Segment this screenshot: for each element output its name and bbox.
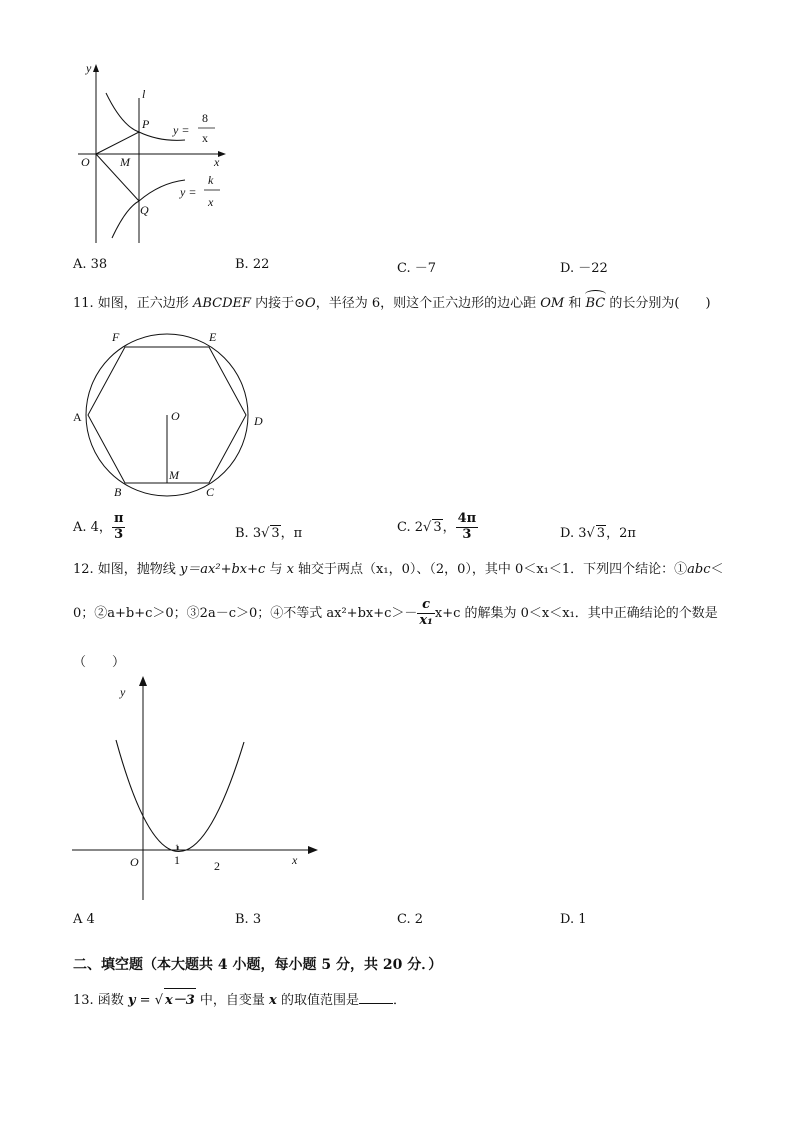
- q12-line1-eq: y＝ax²+bx+c: [179, 562, 266, 577]
- q12-stem-line1: [73, 558, 724, 577]
- q10-formula1-den: x: [202, 131, 208, 145]
- q12-line1-x: x: [286, 562, 294, 577]
- q10-formula2-num: k: [208, 173, 214, 187]
- q13-y: y: [127, 993, 136, 1008]
- q13-suffix-a: 中，自变量: [195, 993, 270, 1008]
- q12-line1-a: 12. 如图，抛物线: [73, 562, 180, 577]
- q10-option-c[interactable]: C. －7: [397, 261, 437, 276]
- q10-segment-op: [96, 132, 139, 154]
- q12-line2-a: 0；②a+b+c＞0；③2a－c＞0；④不等式 ax²+bx+c＞－: [73, 605, 418, 621]
- q13-radicand: x－3: [164, 988, 196, 1008]
- q10-label-m: M: [120, 155, 130, 169]
- q12-answer-blank: （ ）: [73, 655, 126, 670]
- q10-label-q: Q: [140, 203, 149, 217]
- q12-line1-d: ＜: [710, 562, 724, 577]
- q11-om: OM: [540, 296, 565, 311]
- q11-option-a[interactable]: [73, 512, 125, 543]
- q11-option-d-rad: 3: [596, 526, 606, 541]
- q10-y-arrow: [93, 64, 99, 72]
- q11-circle-o: O: [305, 296, 316, 311]
- q10-formula1-num: 8: [202, 111, 208, 125]
- q13-stem: 13. 函数 y = √ x－3 中，自变量 x 的取值范围是 ．: [73, 988, 406, 1008]
- q12-line2-den: x₁: [419, 612, 433, 628]
- q12-label-x: x: [292, 853, 298, 867]
- q11-option-b-pre: B. 3: [235, 526, 262, 541]
- q11-stem-d: 和: [564, 296, 586, 311]
- q11-hex-name: ABCDEF: [192, 296, 252, 311]
- q10-label-o: O: [81, 155, 90, 169]
- section2-title: 二、填空题（本大题共 4 小题，每小题 5 分，共 20 分．）: [73, 957, 443, 973]
- q11-option-c[interactable]: C. 2√ 3， $\frac{4\pi}{3}$: [397, 511, 477, 542]
- q11-label-m: M: [169, 468, 179, 482]
- q11-arc-bc: BC: [585, 296, 606, 311]
- q11-option-c-mid: ，: [442, 519, 456, 535]
- q11-option-d[interactable]: D. 3√ 3，2π: [560, 526, 636, 541]
- q11-label-b: B: [114, 485, 122, 499]
- q10-option-b[interactable]: B. 22: [235, 257, 270, 272]
- q11-hexagon-figure: [68, 325, 278, 505]
- q12-label-tick: 1: [175, 843, 179, 852]
- q12-y-arrow: [139, 676, 147, 686]
- q12-option-a[interactable]: A 4: [73, 912, 95, 927]
- q11-stem: [73, 292, 711, 311]
- q11-option-a-pre: A. 4，: [73, 519, 112, 535]
- q11-option-b-post: ，π: [280, 526, 303, 541]
- q13-end: ．: [392, 993, 406, 1008]
- q12-line1-b: 与: [265, 562, 287, 577]
- q10-formula1-lhs: y =: [173, 123, 190, 137]
- q11-stem-b: 内接于⊙: [251, 296, 306, 311]
- q12-line2-frac: [417, 598, 434, 629]
- q11-option-c-den: 3: [462, 526, 472, 542]
- q11-label-a: A: [73, 410, 82, 424]
- q11-option-c-rad: 3: [433, 519, 442, 535]
- q12-line2-num: c: [417, 598, 434, 614]
- q11-stem-c: ，半径为 6，则这个正六边形的边心距: [315, 296, 541, 311]
- q12-line1-abc: abc: [687, 562, 711, 577]
- q10-label-l: l: [142, 87, 146, 101]
- q11-stem-e: 的长分别为( ): [605, 296, 711, 311]
- q13-suffix-b: 的取值范围是: [276, 993, 359, 1008]
- q11-label-f: F: [112, 330, 120, 344]
- q10-label-p: P: [142, 117, 150, 131]
- q10-graph: [60, 58, 240, 248]
- q11-label-e: E: [209, 330, 217, 344]
- q12-label-y: y: [120, 685, 126, 699]
- q10-option-d[interactable]: D. －22: [560, 261, 608, 276]
- q10-formula2-den: x: [208, 195, 214, 209]
- q11-option-d-post: ，2π: [606, 526, 636, 541]
- q11-option-c-num: 4π: [457, 511, 477, 526]
- q12-label-o: O: [130, 855, 139, 869]
- q11-option-b-rad: 3: [271, 526, 280, 541]
- q13-prefix: 13. 函数: [73, 993, 128, 1008]
- q12-option-d[interactable]: D. 1: [560, 912, 587, 927]
- q10-segment-oq: [96, 154, 139, 201]
- q10-formula2-lhs: y =: [180, 185, 197, 199]
- q12-parabola-graph: [68, 672, 328, 904]
- q11-label-d: D: [254, 414, 263, 428]
- q11-option-a-den: 3: [114, 526, 124, 542]
- q11-option-a-num: π: [113, 511, 124, 526]
- q12-x-arrow: [308, 846, 318, 854]
- q12-label-1: 1: [174, 853, 180, 867]
- q11-label-o: O: [171, 409, 180, 423]
- q10-label-x: x: [214, 155, 220, 169]
- q12-label-2: 2: [214, 859, 220, 873]
- q13-eq: =: [135, 993, 155, 1008]
- q10-label-y: y: [86, 61, 92, 75]
- q10-option-a[interactable]: A. 38: [73, 257, 108, 272]
- q11-option-a-frac: [112, 512, 126, 543]
- q12-line2-b: x+c 的解集为 0＜x＜x₁．其中正确结论的个数是: [434, 605, 718, 621]
- q13-answer-blank[interactable]: [359, 1003, 393, 1004]
- q11-option-d-pre: D. 3: [560, 526, 587, 541]
- q11-option-c-pre: C. 2: [397, 519, 424, 535]
- q11-label-c: C: [206, 485, 215, 499]
- q13-var: x: [269, 993, 277, 1008]
- q12-parabola: [116, 740, 244, 852]
- q12-option-b[interactable]: B. 3: [235, 912, 262, 927]
- q12-option-c[interactable]: C. 2: [397, 912, 424, 927]
- q12-stem-line2: [73, 598, 718, 629]
- q11-option-b[interactable]: B. 3√ 3，π: [235, 526, 303, 541]
- q11-option-c-frac: [456, 512, 479, 543]
- q11-stem-a: 11. 如图，正六边形: [73, 296, 193, 311]
- q12-line1-c: 轴交于两点（x₁，0）、（2，0），其中 0＜x₁＜1．下列四个结论：①: [293, 562, 688, 577]
